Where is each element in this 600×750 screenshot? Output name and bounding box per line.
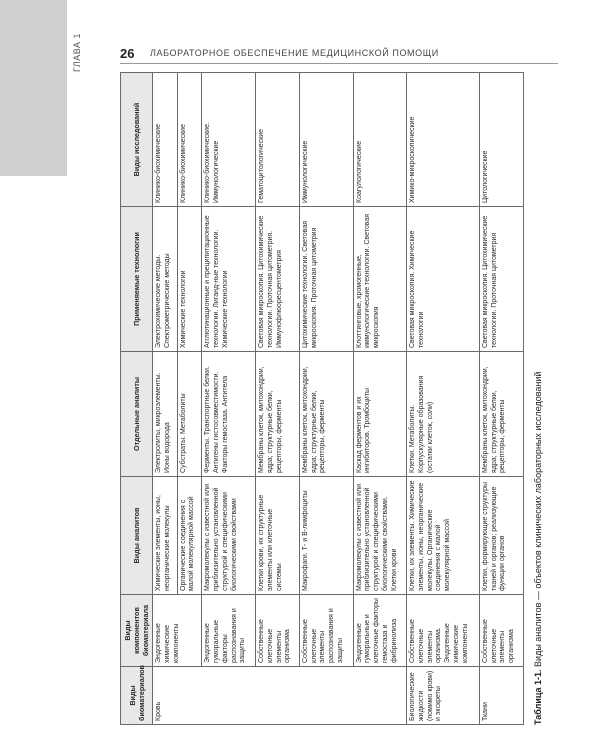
header-cell: Применяемые технологии (121, 207, 153, 352)
table-cell: Органические соединения с малой молекулярной массой (177, 477, 202, 595)
chapter-tab (0, 0, 67, 176)
table-caption (533, 372, 543, 725)
table-cell: Клинико-биохимические (153, 73, 178, 207)
table-row (153, 73, 178, 725)
table-cell: Клетки, их элементы. Химические элементы, ионы, неорганические молекулы. Органические соединения с малой молекулярной массой (407, 477, 480, 595)
table-container (120, 73, 556, 725)
table-caption-text: Виды аналитов — объектов клинических лабораторных исследований (533, 371, 543, 667)
table-row (202, 73, 256, 725)
table-cell: Мембраны клеток, митохондрии, ядра; структурные белки, рецепторы, ферменты (299, 352, 353, 477)
table-cell: Клоттинговые, хромогенные, иммунологические технологии. Световая микроскопия (353, 207, 407, 352)
table-cell: Эндогенные гуморальные факторы распознавания и защиты (202, 595, 256, 667)
table-cell: Макромолекулы с известной или приблизительно установленной структурой и специфическими биологическими свойствами. Клетки крови (353, 477, 407, 595)
header-cell: Виды компонентов биоматериала (121, 595, 153, 667)
table-header-row (121, 73, 153, 725)
table-cell: Биологические жидкости (помимо крови) и экскреты (407, 667, 480, 725)
table-cell: Каскад ферментов и их ингибиторов. Тромбоциты (353, 352, 407, 477)
table-cell: Световая микроскопия. Химические технологии (407, 207, 480, 352)
table-cell: Ткани (479, 667, 523, 725)
table-cell: Клинико-биохимические. Иммунологические (202, 73, 256, 207)
header-cell: Отдельные аналиты (121, 352, 153, 477)
table-cell: Электрохимические методы. Спектрометрические методы (153, 207, 178, 352)
table-cell: Химические технологии (177, 207, 202, 352)
table-cell: Собственные клеточные элементы организма (256, 595, 300, 667)
table-cell: Собственные клеточные элементы распознавания и защиты (299, 595, 353, 667)
table-cell: Химические элементы, ионы, неорганические молекулы (153, 477, 178, 595)
table-cell: Световая микроскопия. Цитохимические технологии. Проточная цитометрия (479, 207, 523, 352)
header-cell: Виды исследований (121, 73, 153, 207)
table-cell: Клетки, формирующие структуры тканей и органов; реализующие функции органов (479, 477, 523, 595)
table-cell: Гематоцитологические (256, 73, 300, 207)
table-cell: Макромолекулы с известной или приблизительно установленной структурой и специфическими биологическими свойствами (202, 477, 256, 595)
table-cell: Ферменты. Транспортные белки. Антигены гистосовместимости. Факторы гемостаза. Антитела (202, 352, 256, 477)
table-row (353, 73, 407, 725)
table-cell: Макрофаги. Т- и В-лимфоциты (299, 477, 353, 595)
table-cell: Агглютинационные и преципитационные технологии. Лиганд-ные технологии. Химические технологии (202, 207, 256, 352)
table-caption-label: Таблица 1-1. (533, 669, 543, 725)
header-cell: Виды аналитов (121, 477, 153, 595)
chapter-label: ГЛАВА 1 (72, 33, 82, 72)
table-cell: Собственные клеточные элементы организма (479, 595, 523, 667)
table-cell: Субстраты. Метаболиты (177, 352, 202, 477)
table-cell: Мембраны клеток, митохондрии, ядра; структурные белки, рецепторы, ферменты (256, 352, 300, 477)
table-cell: Эндогенные химические компоненты (153, 595, 202, 667)
page-number: 26 (120, 46, 135, 61)
table-cell: Химико-микроскопические (407, 73, 480, 207)
table-cell: Коагулологические (353, 73, 407, 207)
table-cell: Клетки. Метаболиты. Корпускулярные образования (остатки клеток, соли) (407, 352, 480, 477)
table-cell: Собственные клеточные элементы организма. Эндогенные химические компоненты (407, 595, 480, 667)
table-cell: Электролиты, микроэлементы. Ионы водорода (153, 352, 178, 477)
table-row (479, 73, 523, 725)
table-cell: Иммунологические (299, 73, 353, 207)
table-cell: Кровь (153, 667, 407, 725)
table-cell: Цитологические (479, 73, 523, 207)
header-rule (120, 63, 558, 64)
table-cell: Световая микроскопия. Цитохимические технологии. Проточная цитометрия. Иммунофлюоресцентометрия (256, 207, 300, 352)
table-row (407, 73, 480, 725)
analytes-table (120, 72, 524, 725)
table-row (256, 73, 300, 725)
table-cell: Цитохимические технологии. Световая микроскопия. Проточная цитометрия (299, 207, 353, 352)
table-row (299, 73, 353, 725)
table-cell: Мембраны клеток, митохондрии, ядра; структурные белки, рецепторы, ферменты (479, 352, 523, 477)
table-cell: Эндогенные гуморальные и клеточные факторы гемостаза и фибринолиза (353, 595, 407, 667)
table-cell: Клетки крови, их структурные элементы или клеточные системы (256, 477, 300, 595)
header-cell: Виды биоматериалов (121, 667, 153, 725)
running-title: ЛАБОРАТОРНОЕ ОБЕСПЕЧЕНИЕ МЕДИЦИНСКОЙ ПОМОЩИ (150, 48, 439, 58)
rotated-table-area (120, 73, 556, 725)
table-cell: Клинико-биохимические (177, 73, 202, 207)
